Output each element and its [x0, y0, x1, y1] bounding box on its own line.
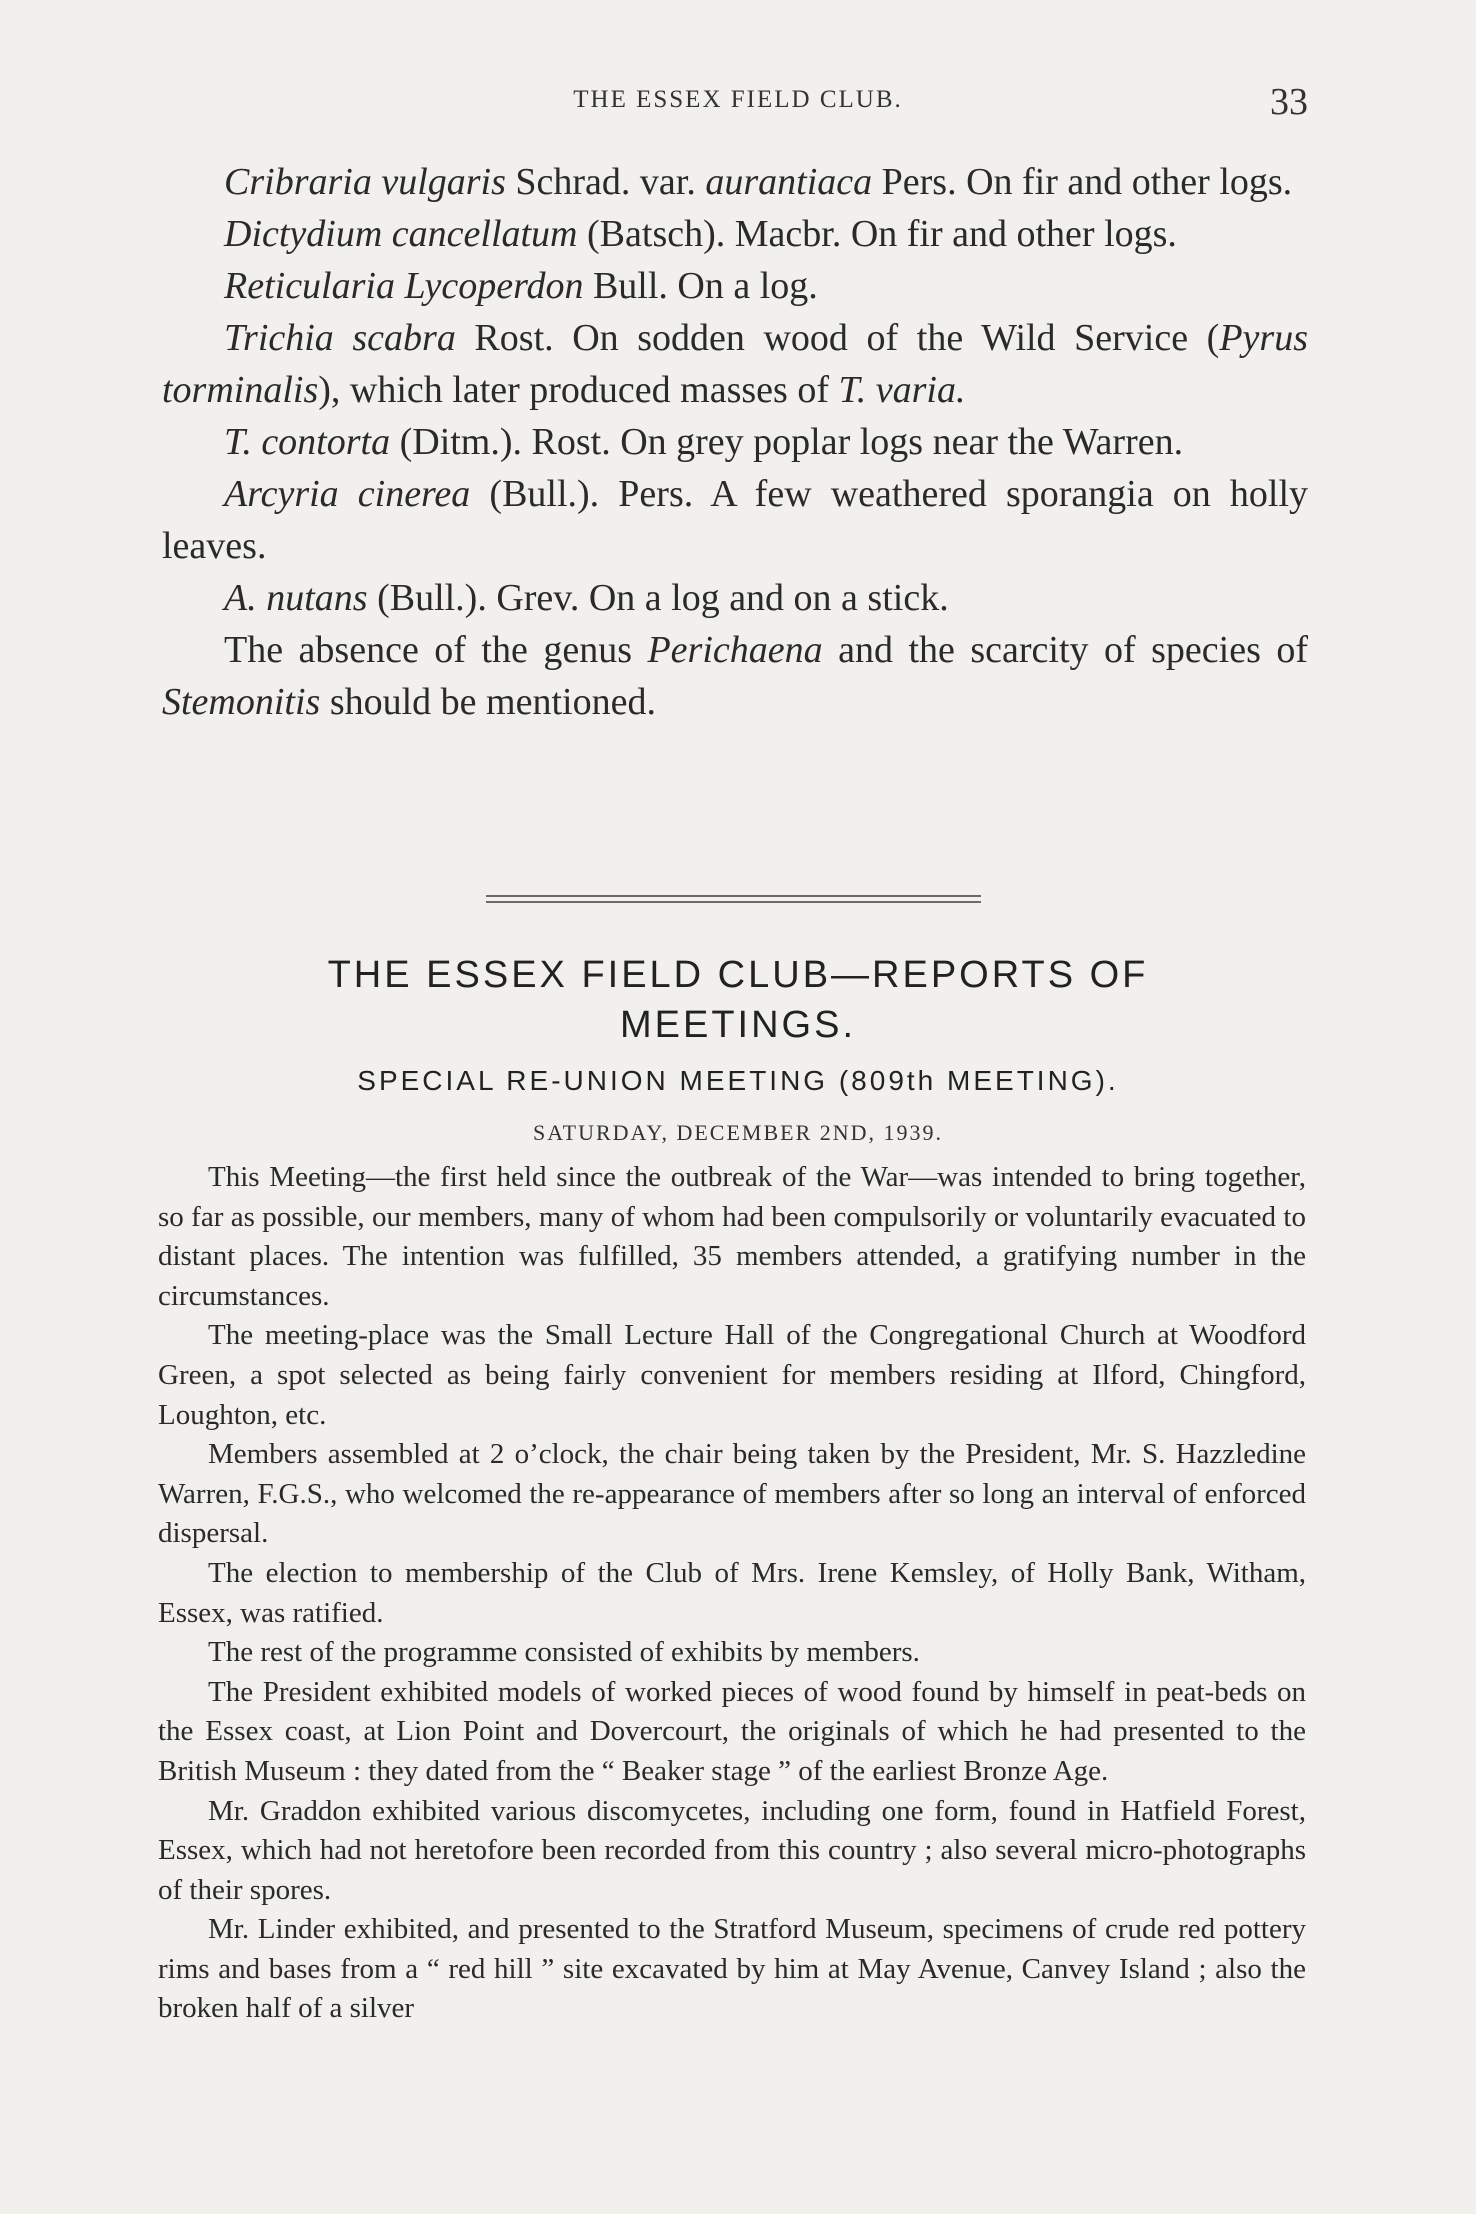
species-record: Trichia scabra Rost. On sodden wood of the Wild Service (Pyrus torminalis), which later produced masses of T. varia. — [162, 317, 1308, 411]
report-paragraph: The election to membership of the Club of Mrs. Irene Kemsley, of Holly Bank, Witham, Essex, was ratified. — [158, 1556, 1306, 1629]
meeting-subtitle: SPECIAL RE-UNION MEETING (809th MEETING). — [357, 1065, 1119, 1096]
meeting-date: SATURDAY, DECEMBER 2ND, 1939. — [532, 1120, 944, 1145]
report-paragraph: The rest of the programme consisted of exhibits by members. — [208, 1636, 920, 1669]
report-paragraph: The President exhibited models of worked pieces of wood found by himself in peat-beds on the Essex coast, at Lion Point and Dovercourt, the originals of which he had presented to the British Museum : they dated from the “ Beaker stage ” of the earliest Bronze Age. — [158, 1675, 1306, 1787]
species-name: Cribraria vulgaris — [224, 161, 506, 203]
species-record: Dictydium cancellatum (Batsch). Macbr. On fir and other logs. — [224, 213, 1177, 255]
species-list — [162, 156, 1308, 728]
report-paragraph: This Meeting—the first held since the outbreak of the War—was intended to bring together, so far as possible, our members, many of whom had been compulsorily or voluntarily evacuated to distant places. The intention was fulfilled, 35 members attended, a gratifying number in the circumstances. — [158, 1161, 1306, 1312]
section-divider — [486, 895, 981, 903]
report-paragraph: Members assembled at 2 o’clock, the chair being taken by the President, Mr. S. Hazzledine Warren, F.G.S., who welcomed the re-appearance of members after so long an interval of enforced dispersal. — [158, 1438, 1306, 1550]
species-record: Arcyria cinerea (Bull.). Pers. A few weathered sporangia on holly leaves. — [162, 473, 1309, 567]
species-name: A. nutans — [224, 577, 368, 619]
section-title: THE ESSEX FIELD CLUB—REPORTS OF MEETINGS. — [327, 954, 1149, 1046]
species-name: T. contorta — [224, 421, 391, 463]
species-name: Arcyria cinerea — [224, 473, 471, 515]
report-paragraph: The meeting-place was the Small Lecture Hall of the Congregational Church at Woodford Green, a spot selected as being fairly convenient for members residing at Ilford, Chingford, Loughton, etc. — [158, 1319, 1306, 1431]
species-name: Dictydium cancellatum — [224, 213, 578, 255]
species-name: Reticularia Lycoperdon — [224, 265, 584, 307]
meeting-report — [158, 1158, 1306, 2029]
closing-note: The absence of the genus Perichaena and the scarcity of species of Stemonitis should be mentioned. — [162, 629, 1308, 723]
species-record: Cribraria vulgaris Schrad. var. aurantiaca Pers. On fir and other logs. — [224, 161, 1293, 203]
species-name: Trichia scabra — [224, 317, 456, 359]
page-number: 33 — [1270, 81, 1308, 123]
species-record: A. nutans (Bull.). Grev. On a log and on a stick. — [224, 577, 949, 619]
species-record: T. contorta (Ditm.). Rost. On grey poplar logs near the Warren. — [224, 421, 1184, 463]
running-header: THE ESSEX FIELD CLUB. — [573, 86, 903, 113]
report-paragraph: Mr. Linder exhibited, and presented to the Stratford Museum, specimens of crude red pottery rims and bases from a “ red hill ” site excavated by him at May Avenue, Canvey Island ; also the broken half of a silver — [158, 1913, 1306, 2025]
report-paragraph: Mr. Graddon exhibited various discomycetes, including one form, found in Hatfield Forest, Essex, which had not heretofore been recorded from this country ; also several micro-photographs of their spores. — [158, 1794, 1306, 1906]
species-record: Reticularia Lycoperdon Bull. On a log. — [224, 265, 818, 307]
